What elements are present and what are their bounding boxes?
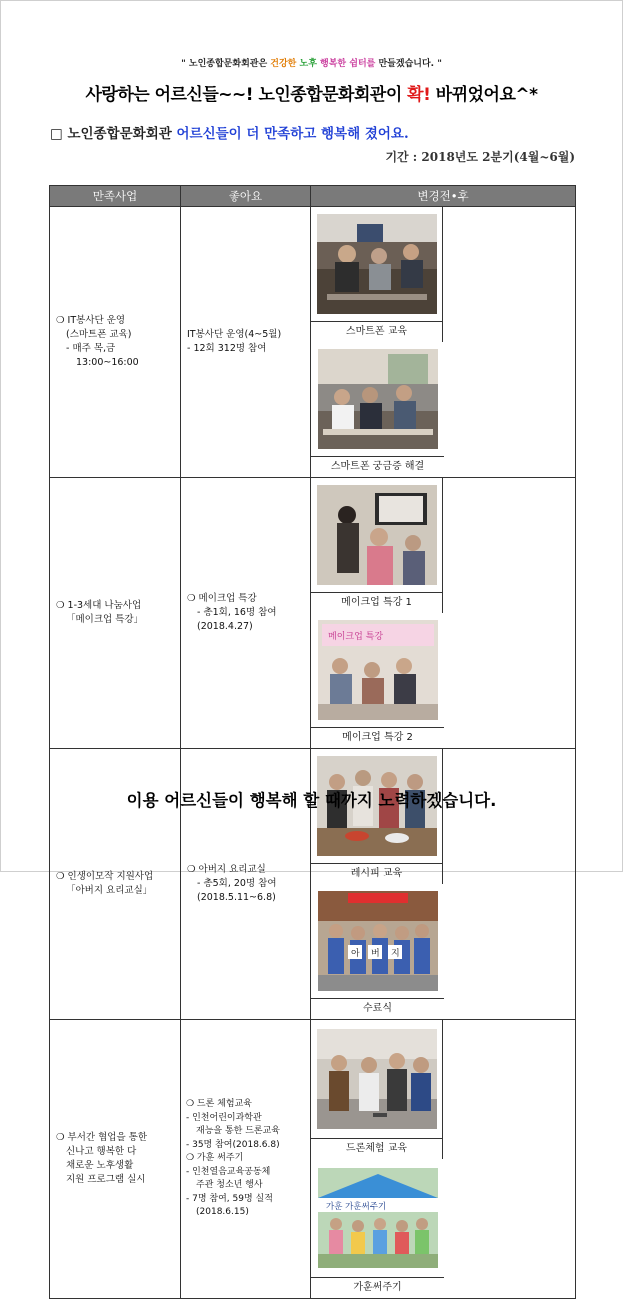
good-line: - 인천어린이과학관 (186, 1112, 262, 1123)
header-program: 만족사업 (50, 186, 181, 207)
program-line: - 매주 목,금 (66, 343, 116, 354)
program-line: ❍ IT봉사단 운영 (56, 315, 126, 326)
headline-part-b: 바뀌었어요^* (430, 85, 538, 105)
good-line: - 인천열음교육공동체 (186, 1166, 271, 1177)
good-line: ❍ 가훈 써주기 (186, 1153, 244, 1164)
program-cell (50, 207, 181, 478)
good-line: (2018.6.15) (196, 1207, 249, 1218)
caption-recipe: 레시피 교육 (311, 863, 442, 884)
good-line: - 7명 참여, 59명 실적 (186, 1193, 273, 1204)
slogan-prefix: " 노인종합문화회관은 (181, 59, 271, 69)
caption-makeup-1: 메이크업 특강 1 (311, 592, 442, 613)
slogan-suffix: 만들겠습니다. " (375, 59, 442, 69)
good-line: 재능을 통한 드론교육 (196, 1126, 280, 1137)
program-line: 13:00~16:00 (76, 357, 139, 368)
program-line: 지원 프로그램 실시 (66, 1174, 146, 1185)
table-row (50, 1020, 576, 1299)
program-cell (50, 478, 181, 749)
makeup-class-photo-1 (317, 485, 437, 585)
header-before-after: 변경전•후 (311, 186, 576, 207)
program-table (49, 185, 576, 1299)
caption-makeup-2: 메이크업 특강 2 (311, 727, 444, 748)
good-line: (2018.5.11~6.8) (197, 892, 276, 903)
program-line: (스마트폰 교육) (66, 329, 132, 340)
sign-letter-a: 아 (350, 949, 360, 959)
good-line: (2018.4.27) (197, 621, 253, 632)
headline-part-a: 사랑하는 어르신들~~! 노인종합문화회관이 (85, 85, 408, 105)
good-line: ❍ 메이크업 특강 (187, 593, 257, 604)
good-line: - 12회 312명 참여 (187, 343, 267, 354)
headline (0, 80, 623, 105)
period: 기간 : 2018년도 2분기(4월~6월) (385, 150, 575, 164)
drone-class-photo (317, 1029, 437, 1129)
program-line: 신나고 행복한 다 (66, 1146, 137, 1157)
table-header-row (50, 186, 576, 207)
smartphone-questions-photo (318, 349, 438, 449)
images-cell (311, 207, 576, 478)
family-motto-photo (318, 1168, 438, 1268)
good-cell (181, 478, 311, 749)
graduation-photo (318, 891, 438, 991)
caption-smartphone-questions: 스마트폰 궁금증 해결 (311, 456, 444, 477)
headline-red: 확! (407, 85, 431, 105)
slogan-word-healthy: 건강한 (270, 59, 297, 69)
sign-letter-beo: 버 (370, 949, 380, 959)
good-line: - 총5회, 20명 참여 (197, 878, 277, 889)
slogan-word-shelter: 행복한 쉼터를 (320, 59, 376, 69)
header-good: 좋아요 (181, 186, 311, 207)
table-row (50, 478, 576, 749)
gahun-banner-text: 가훈 가훈써주기 (325, 1202, 386, 1212)
program-line: 「메이크업 특강」 (66, 614, 144, 625)
program-line: ❍ 부서간 협업을 통한 (56, 1132, 147, 1143)
caption-family-motto: 가훈써주기 (311, 1277, 444, 1298)
smartphone-class-photo (317, 214, 437, 314)
slogan-word-oldage: 노후 (299, 59, 317, 69)
subtitle-blue: 어르신들이 더 만족하고 행복해 졌어요. (176, 126, 409, 142)
caption-drone: 드론체험 교육 (311, 1138, 442, 1159)
images-cell (311, 478, 576, 749)
good-line: IT봉사단 운영(4~5월) (187, 329, 282, 340)
program-line: 채로운 노후생활 (66, 1160, 134, 1171)
images-cell (311, 1020, 576, 1299)
good-line: ❍ 드론 체험교육 (186, 1099, 252, 1110)
program-cell (50, 1020, 181, 1299)
program-line: ❍ 1-3세대 나눔사업 (56, 600, 142, 611)
makeup-class-photo-2 (318, 620, 438, 720)
good-line: - 총1회, 16명 참여 (197, 607, 277, 618)
good-line: 주관 청소년 행사 (196, 1180, 263, 1191)
caption-smartphone-class: 스마트폰 교육 (311, 321, 442, 342)
caption-graduation: 수료식 (311, 998, 444, 1019)
program-line: 「아버지 요리교실」 (66, 885, 153, 896)
subtitle-part-a: □ 노인종합문화회관 (50, 126, 177, 142)
subtitle (50, 122, 409, 142)
program-line: ❍ 인생이모작 지원사업 (56, 871, 154, 882)
sign-letter-ji: 지 (390, 949, 400, 959)
good-line: - 35명 참여(2018.6.8) (186, 1139, 280, 1150)
slogan (0, 56, 623, 69)
good-line: ❍ 아버지 요리교실 (187, 864, 266, 875)
table-row (50, 207, 576, 478)
good-cell (181, 1020, 311, 1299)
makeup-banner-text: 메이크업 특강 (327, 632, 383, 642)
good-cell (181, 207, 311, 478)
footer-message: 이용 어르신들이 행복해 할 때까지 노력하겠습니다. (126, 791, 497, 810)
